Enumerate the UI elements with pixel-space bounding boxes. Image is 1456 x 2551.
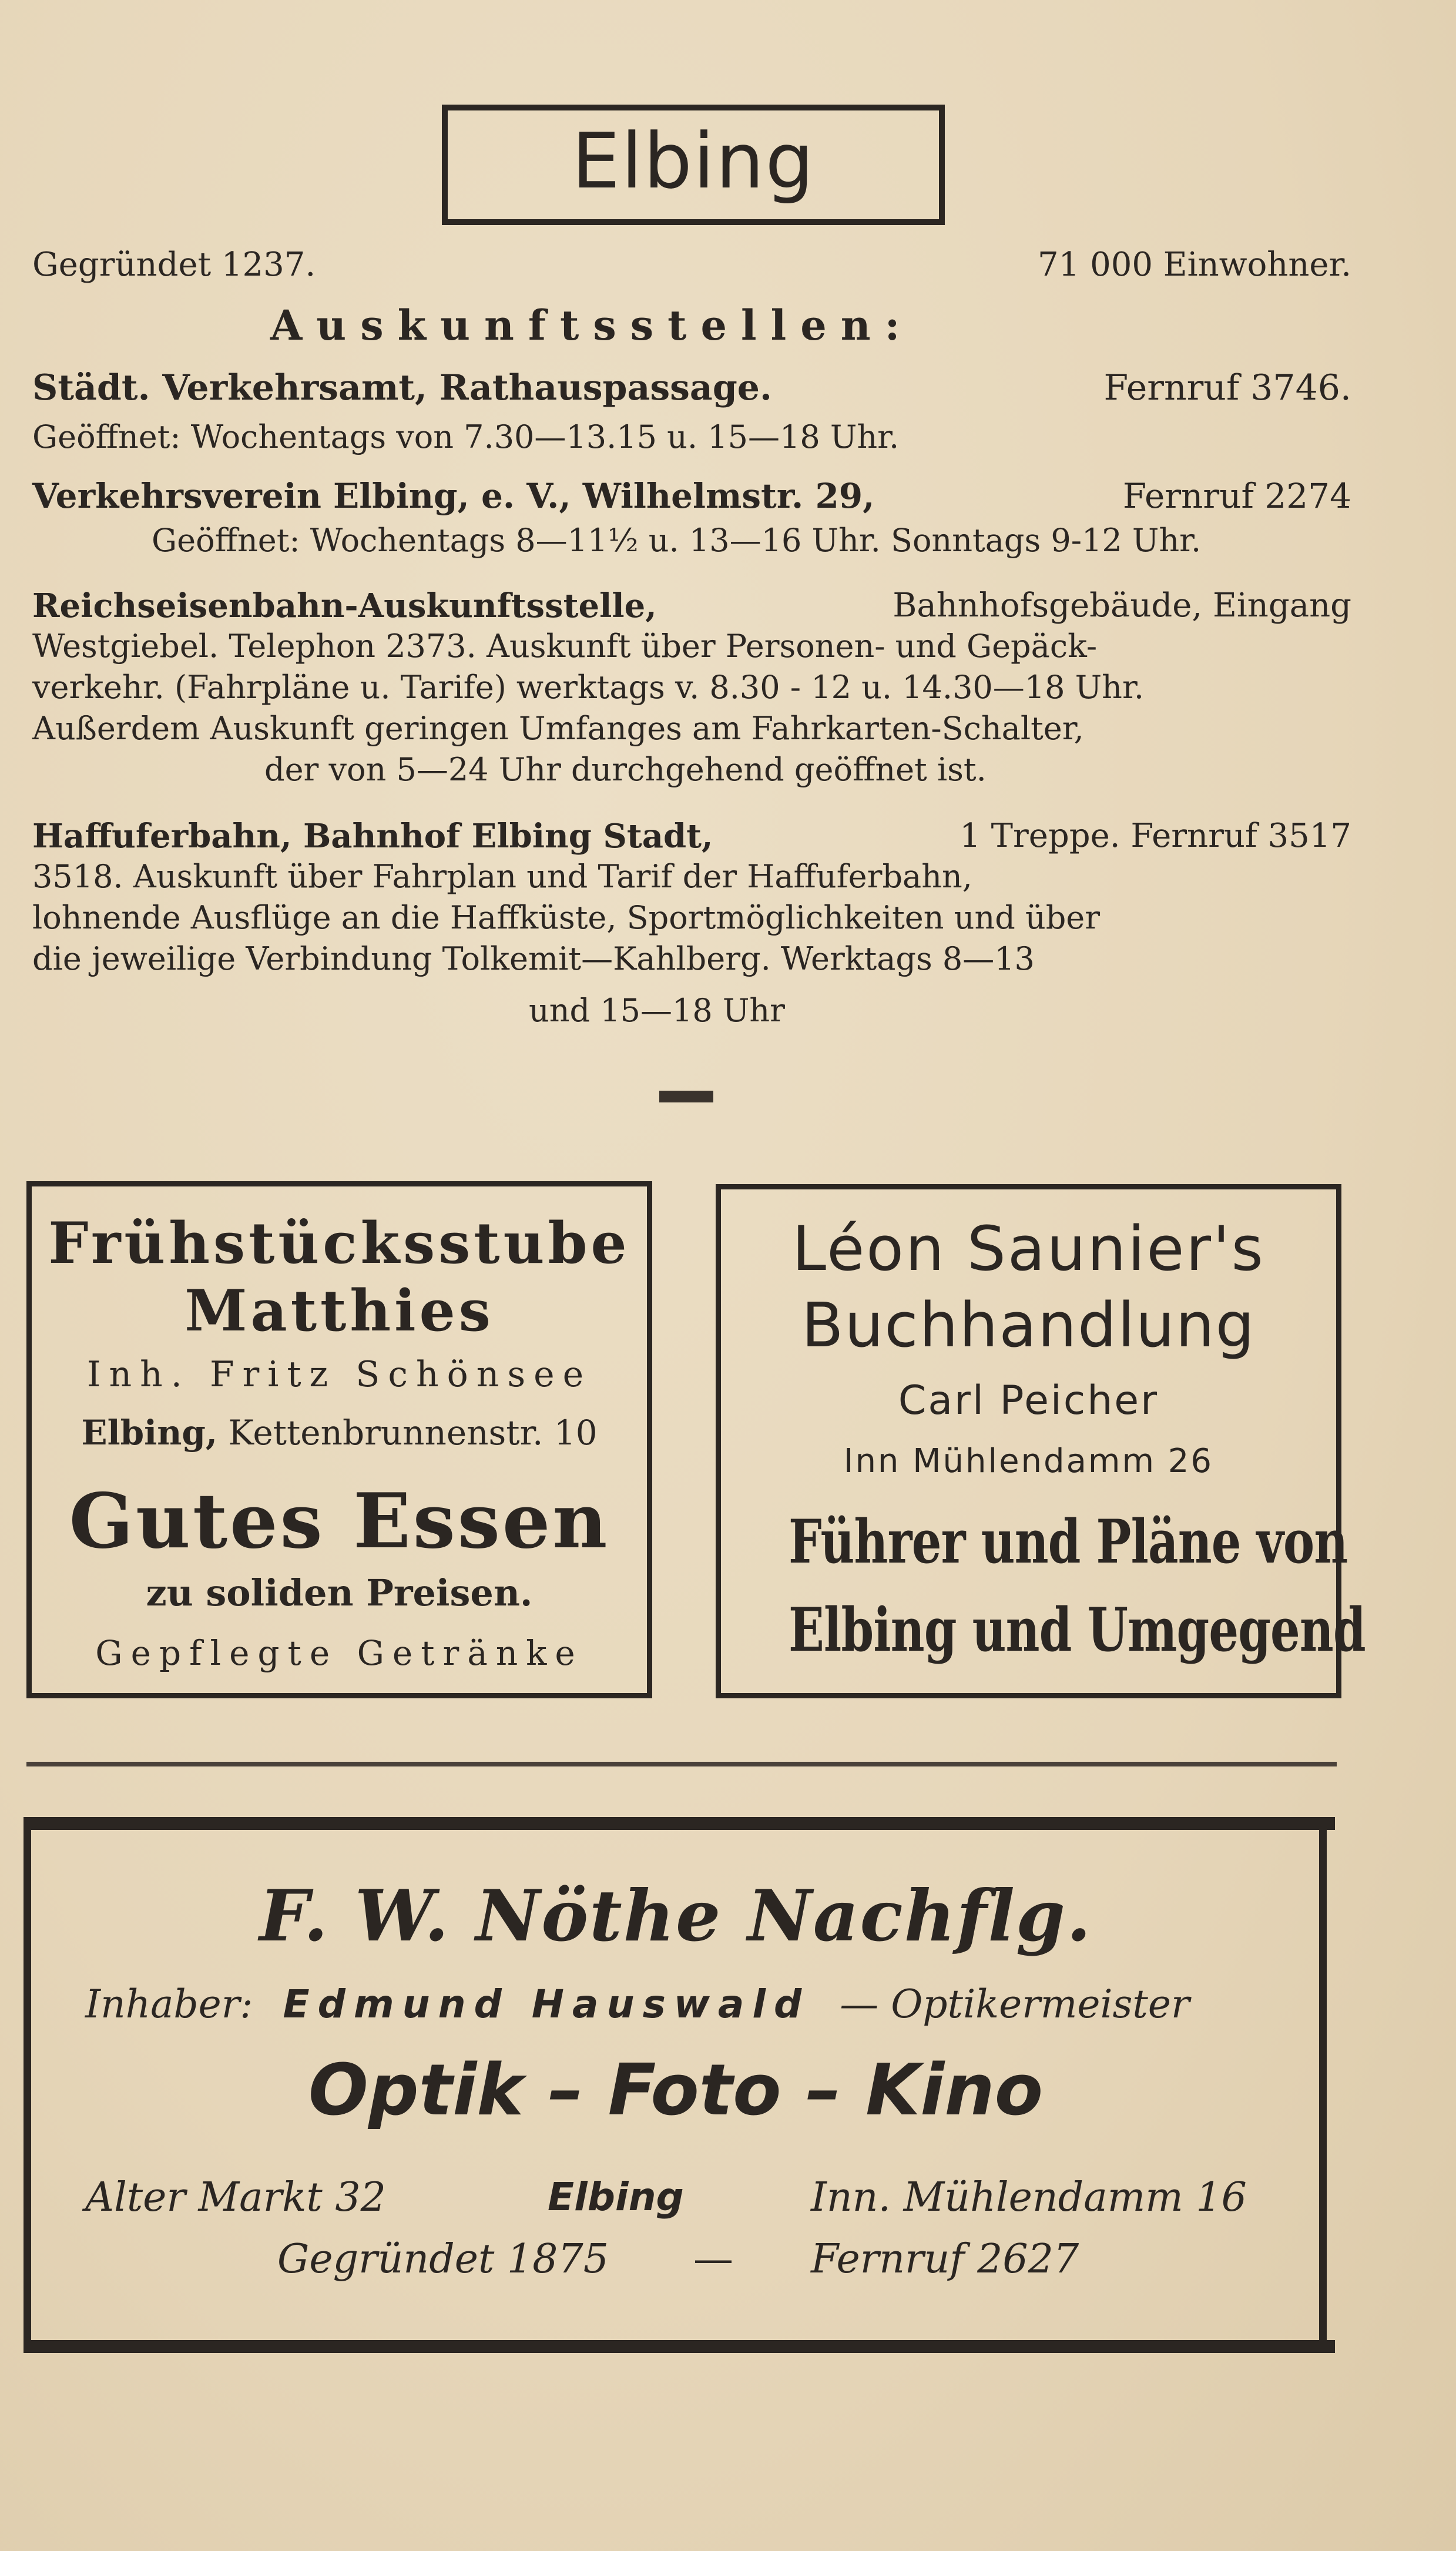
matthies-line2: Matthies — [184, 1278, 494, 1344]
matthies-line7: Gepflegte Getränke — [95, 1633, 583, 1673]
reichsbahn-line1: Bahnhofsgebäude, Eingang — [893, 586, 1351, 625]
matthies-line1: Frühstücksstube — [48, 1210, 630, 1276]
reichsbahn-line3: verkehr. (Fahrpläne u. Tarife) werktags v. 8.30 - 12 u. 14.30—18 Uhr. — [32, 669, 1145, 706]
saunier-line4: Inn Mühlendamm 26 — [843, 1442, 1214, 1480]
verkehrsamt-phone: Fernruf 3746. — [1103, 367, 1351, 408]
matthies-address: Kettenbrunnenstr. 10 — [228, 1413, 598, 1453]
noethe-name: F. W. Nöthe Nachflg. — [259, 1875, 1092, 1957]
saunier-line6: Elbing und Umgegend — [789, 1595, 1366, 1665]
noethe-founded: Gegründet 1875 — [277, 2236, 609, 2282]
verkehrsamt-hours: Geöffnet: Wochentags von 7.30—13.15 u. 15—18 Uhr. — [32, 418, 900, 455]
reichsbahn-line5: der von 5—24 Uhr durchgehend geöffnet ist. — [264, 751, 987, 788]
verkehrsamt-name: Städt. Verkehrsamt, Rathauspassage. — [32, 367, 772, 408]
saunier-line3: Carl Peicher — [898, 1377, 1159, 1424]
matthies-city: Elbing, — [81, 1413, 218, 1453]
haffuferbahn-line4: die jeweilige Verbindung Tolkemit—Kahlberg. Werktags 8—13 — [32, 940, 1035, 977]
saunier-line1: Léon Saunier's — [792, 1213, 1265, 1285]
matthies-line4 — [32, 1413, 647, 1453]
page-title: Elbing — [572, 116, 815, 206]
matthies-line3: Inh. Fritz Schönsee — [86, 1354, 592, 1395]
reichsbahn-row — [32, 586, 1351, 625]
title-box — [442, 105, 945, 225]
haffuferbahn-line1: 1 Treppe. Fernruf 3517 — [960, 817, 1351, 855]
separator — [659, 1091, 713, 1102]
ad-matthies — [26, 1181, 652, 1698]
section-heading: Auskunftsstellen: — [270, 301, 914, 350]
noethe-city: Elbing — [548, 2174, 684, 2220]
reichsbahn-name: Reichseisenbahn-Auskunftsstelle, — [32, 586, 657, 625]
reichsbahn-line4: Außerdem Auskunft geringen Umfanges am Fahrkarten-Schalter, — [32, 710, 1084, 747]
haffuferbahn-row — [32, 817, 1351, 856]
matthies-line5: Gutes Essen — [69, 1477, 610, 1566]
verkehrsverein-hours: Geöffnet: Wochentags 8—11½ u. 13—16 Uhr. Sonntags 9-12 Uhr. — [152, 522, 1202, 559]
population-text: 71 000 Einwohner. — [1038, 246, 1351, 284]
noethe-address2: Inn. Mühlendamm 16 — [811, 2174, 1247, 2221]
noethe-services: Optik – Foto – Kino — [308, 2050, 1044, 2131]
ad-saunier — [716, 1184, 1366, 1698]
verkehrsamt-row — [32, 367, 1351, 408]
noethe-owner-title: — Optikermeister — [840, 1982, 1190, 2027]
haffuferbahn-name: Haffuferbahn, Bahnhof Elbing Stadt, — [32, 817, 713, 856]
haffuferbahn-line5: und 15—18 Uhr — [529, 992, 785, 1029]
haffuferbahn-line3: lohnende Ausflüge an die Haffküste, Sportmöglichkeiten und über — [32, 899, 1101, 936]
city-info-row — [32, 246, 1351, 284]
noethe-top-rule — [24, 1817, 1335, 1830]
haffuferbahn-line2: 3518. Auskunft über Fahrplan und Tarif der Haffuferbahn, — [32, 858, 972, 895]
matthies-line6: zu soliden Preisen. — [146, 1571, 533, 1614]
founded-text: Gegründet 1237. — [32, 246, 316, 284]
noethe-owner: Edmund Hauswald — [283, 1982, 810, 2027]
verkehrsverein-row — [32, 476, 1351, 516]
noethe-owner-label: Inhaber: — [85, 1982, 253, 2027]
noethe-dash: — — [693, 2236, 733, 2282]
saunier-line5: Führer und Pläne von — [789, 1507, 1348, 1577]
reichsbahn-line2: Westgiebel. Telephon 2373. Auskunft über Personen- und Gepäck- — [32, 628, 1098, 665]
verkehrsverein-name: Verkehrsverein Elbing, e. V., Wilhelmstr. 29, — [32, 476, 875, 516]
divider-line — [26, 1762, 1337, 1766]
noethe-phone: Fernruf 2627 — [811, 2236, 1079, 2282]
noethe-owner-row — [85, 1982, 1190, 2027]
verkehrsverein-phone: Fernruf 2274 — [1122, 476, 1351, 516]
saunier-line2: Buchhandlung — [801, 1289, 1256, 1361]
noethe-bottom-rule — [24, 2340, 1335, 2353]
noethe-address1: Alter Markt 32 — [85, 2174, 386, 2221]
